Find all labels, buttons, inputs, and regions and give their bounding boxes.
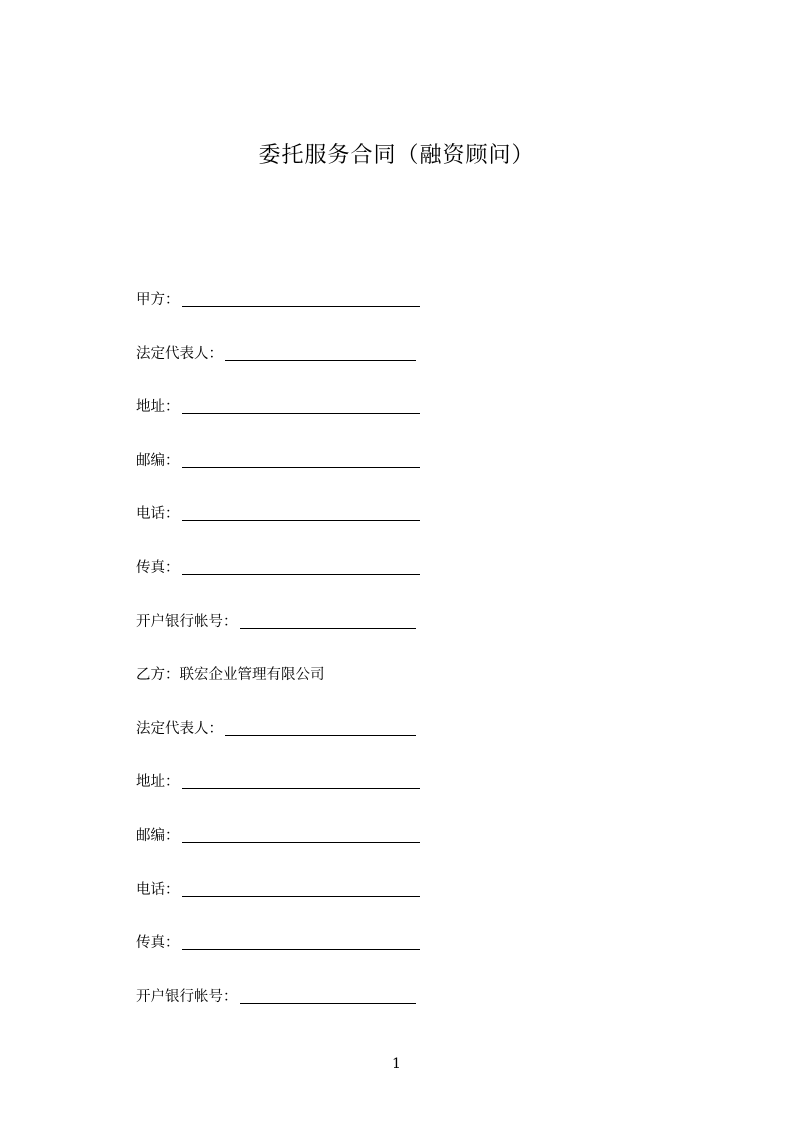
- party-a-representative-label: 法定代表人：: [136, 345, 223, 362]
- party-b-fax-label: 传真：: [136, 935, 180, 952]
- party-a-phone-label: 电话：: [136, 506, 180, 523]
- party-b-address-row: [136, 768, 436, 822]
- party-fields: [136, 286, 436, 1036]
- party-b-address-blank[interactable]: [182, 768, 420, 789]
- party-a-address-blank[interactable]: [182, 393, 420, 414]
- party-b-representative-row: [136, 715, 436, 769]
- party-b-name-label: 乙方：: [136, 667, 180, 684]
- party-b-name-value: 联宏企业管理有限公司: [179, 667, 325, 684]
- party-b-postcode-blank[interactable]: [182, 822, 420, 843]
- party-b-fax-row: [136, 929, 436, 983]
- party-a-phone-blank[interactable]: [182, 500, 420, 521]
- party-a-postcode-label: 邮编：: [136, 452, 180, 469]
- party-b-phone-label: 电话：: [136, 881, 180, 898]
- party-a-postcode-row: [136, 447, 436, 501]
- party-b-representative-blank[interactable]: [225, 715, 416, 736]
- party-a-name-row: [136, 286, 436, 340]
- document-title: 委托服务合同（融资顾问）: [258, 143, 535, 168]
- party-b-bank-account-label: 开户银行帐号：: [136, 988, 238, 1005]
- party-b-phone-row: [136, 876, 436, 930]
- party-b-bank-account-blank[interactable]: [240, 983, 416, 1004]
- page-number: 1: [392, 1056, 401, 1072]
- party-a-bank-account-blank[interactable]: [240, 608, 416, 629]
- party-b-postcode-row: [136, 822, 436, 876]
- party-b-postcode-label: 邮编：: [136, 827, 180, 844]
- party-b-address-label: 地址：: [136, 774, 180, 791]
- party-a-name-label: 甲方：: [136, 292, 180, 308]
- party-a-representative-blank[interactable]: [225, 340, 416, 361]
- party-a-representative-row: [136, 340, 436, 394]
- party-a-fax-blank[interactable]: [182, 554, 420, 575]
- party-a-bank-account-row: [136, 608, 436, 662]
- party-a-fax-row: [136, 554, 436, 608]
- party-a-fax-label: 传真：: [136, 559, 180, 576]
- party-a-address-label: 地址：: [136, 399, 180, 416]
- party-a-bank-account-label: 开户银行帐号：: [136, 613, 238, 630]
- party-a-phone-row: [136, 500, 436, 554]
- party-b-representative-label: 法定代表人：: [136, 720, 223, 737]
- party-b-phone-blank[interactable]: [182, 876, 420, 897]
- party-b-bank-account-row: [136, 983, 436, 1037]
- party-b-fax-blank[interactable]: [182, 929, 420, 950]
- party-a-name-blank[interactable]: [182, 286, 420, 307]
- party-a-address-row: [136, 393, 436, 447]
- party-a-postcode-blank[interactable]: [182, 447, 420, 468]
- party-b-name-row: [136, 661, 436, 715]
